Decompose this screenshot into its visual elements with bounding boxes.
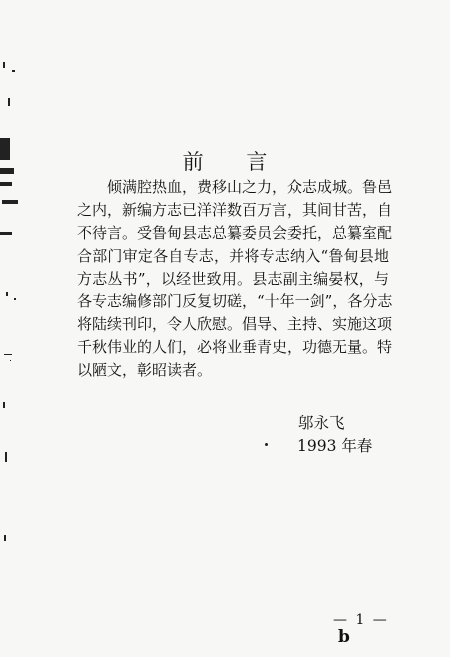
binding-edge-marks — [0, 0, 22, 657]
paragraph-line: 千秋伟业的人们，必将业垂青史，功德无量。特 — [77, 338, 393, 357]
ink-dot — [265, 443, 268, 446]
edge-mark — [4, 535, 6, 541]
edge-mark — [3, 402, 5, 408]
edge-mark — [10, 360, 11, 361]
edge-mark — [12, 70, 15, 72]
paragraph-line: 倾满腔热血，费移山之力，众志成城。鲁邑 — [107, 178, 393, 196]
page-number: — 1 — — [333, 612, 389, 628]
signature-author: 邬永飞 — [298, 414, 345, 432]
page-title: 前 言 — [182, 150, 286, 174]
edge-mark — [3, 62, 5, 68]
paragraph-line: 之内，新编方志已洋洋数百万言，其间甘苦，自 — [77, 200, 393, 219]
paragraph-line: 合部门审定各自专志，并将专志纳入“鲁甸县地 — [77, 246, 389, 265]
edge-mark — [0, 232, 12, 235]
edge-mark — [14, 298, 16, 300]
edge-mark — [2, 200, 18, 204]
signature-date: 1993 年春 — [297, 437, 373, 455]
paragraph-line: 将陆续刊印，令人欣慰。倡导、主持、实施这项 — [77, 315, 393, 334]
edge-mark — [0, 182, 12, 186]
edge-mark — [5, 452, 7, 462]
edge-mark — [4, 354, 12, 355]
preface-paragraph — [77, 176, 393, 382]
edge-mark — [6, 292, 8, 296]
paragraph-line: 方志丛书”，以经世致用。县志副主编晏权，与 — [77, 269, 389, 288]
paragraph-line: 各专志编修部门反复切磋，“十年一剑”，各分志 — [77, 292, 393, 311]
edge-mark — [8, 98, 10, 106]
paragraph-line: 以陋文，彰昭读者。 — [77, 361, 213, 380]
paragraph-line: 不待言。受鲁甸县志总纂委员会委托，总纂室配 — [77, 223, 393, 242]
stray-mark: b — [338, 627, 350, 647]
